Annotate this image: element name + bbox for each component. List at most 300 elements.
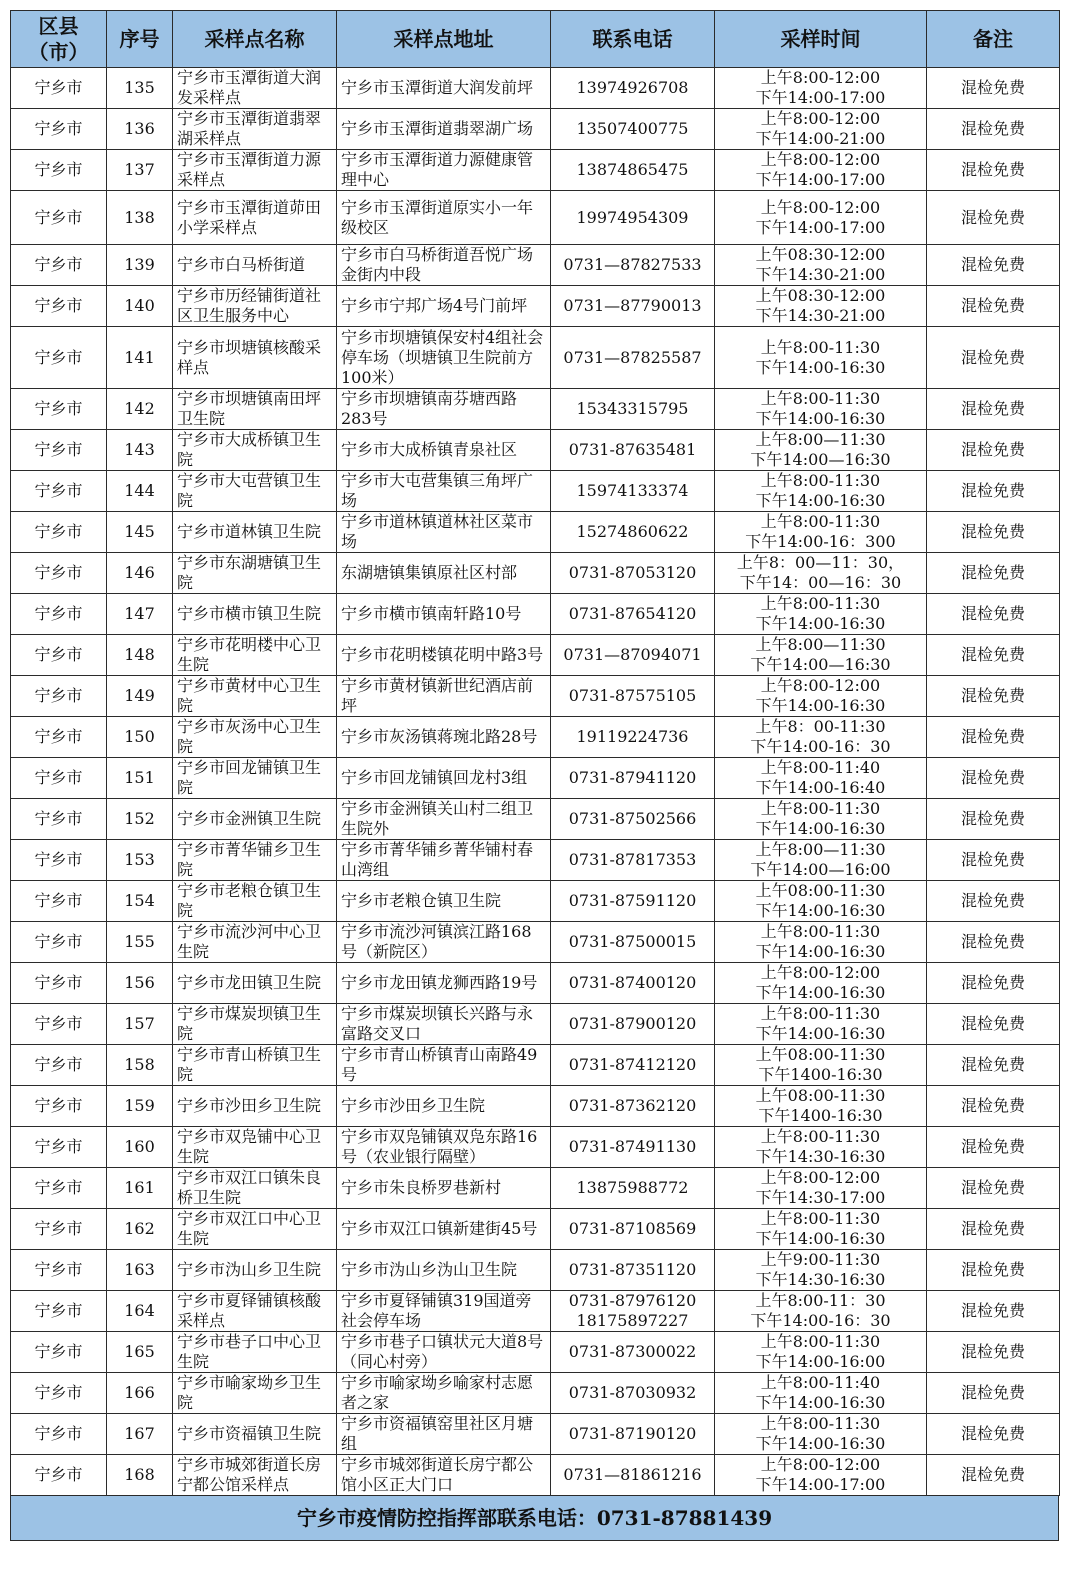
district-cell: 宁乡市 xyxy=(11,191,107,245)
time-pm: 下午14:00-16:30 xyxy=(755,491,886,510)
phone-cell: 0731-87817353 xyxy=(551,840,715,881)
district-cell: 宁乡市 xyxy=(11,840,107,881)
district-cell: 宁乡市 xyxy=(11,1086,107,1127)
site-name-cell: 宁乡市白马桥街道 xyxy=(173,245,337,286)
seq-cell: 143 xyxy=(107,430,173,471)
time-am: 上午8:00-12:00 xyxy=(760,676,881,695)
seq-cell: 149 xyxy=(107,676,173,717)
seq-cell: 156 xyxy=(107,963,173,1004)
seq-cell: 140 xyxy=(107,286,173,327)
seq-cell: 152 xyxy=(107,799,173,840)
time-am: 上午8:00-11:30 xyxy=(760,1209,881,1228)
table-row xyxy=(11,799,1060,840)
table-row xyxy=(11,1168,1060,1209)
site-address-cell: 宁乡市玉潭街道力源健康管理中心 xyxy=(337,150,551,191)
note-cell: 混检免费 xyxy=(927,553,1060,594)
table-row xyxy=(11,1250,1060,1291)
site-address-cell: 宁乡市朱良桥罗巷新村 xyxy=(337,1168,551,1209)
time-pm: 下午14:00-16:30 xyxy=(755,942,886,961)
note-cell: 混检免费 xyxy=(927,150,1060,191)
time-cell xyxy=(715,191,927,245)
district-cell: 宁乡市 xyxy=(11,1168,107,1209)
time-am: 上午8:00-11:30 xyxy=(760,337,881,357)
note-cell: 混检免费 xyxy=(927,1045,1060,1086)
time-am: 上午8：00-11:30 xyxy=(755,717,886,736)
phone-cell: 0731-87900120 xyxy=(551,1004,715,1045)
site-name-cell: 宁乡市坝塘镇南田坪卫生院 xyxy=(173,389,337,430)
time-am: 上午08:00-11:30 xyxy=(755,881,886,900)
site-name-cell: 宁乡市煤炭坝镇卫生院 xyxy=(173,1004,337,1045)
table-row xyxy=(11,389,1060,430)
time-cell xyxy=(715,799,927,840)
time-pm: 下午14:00-16:30 xyxy=(755,696,886,715)
district-cell: 宁乡市 xyxy=(11,245,107,286)
phone-cell: 0731-87591120 xyxy=(551,881,715,922)
seq-cell: 139 xyxy=(107,245,173,286)
time-pm: 下午14:00-16:30 xyxy=(755,614,886,633)
seq-cell: 158 xyxy=(107,1045,173,1086)
seq-cell: 148 xyxy=(107,635,173,676)
time-am: 上午08:30-12:00 xyxy=(755,245,886,264)
time-cell xyxy=(715,1209,927,1250)
time-cell xyxy=(715,1250,927,1291)
table-row xyxy=(11,717,1060,758)
phone-cell: 13874865475 xyxy=(551,150,715,191)
time-cell xyxy=(715,594,927,635)
time-cell xyxy=(715,1414,927,1455)
site-address-cell: 宁乡市菁华铺乡菁华铺村春山湾组 xyxy=(337,840,551,881)
district-cell: 宁乡市 xyxy=(11,881,107,922)
table-header-row xyxy=(11,11,1060,68)
time-cell xyxy=(715,327,927,389)
phone-cell: 13507400775 xyxy=(551,109,715,150)
site-address-cell: 宁乡市花明楼镇花明中路3号 xyxy=(337,635,551,676)
table-row xyxy=(11,286,1060,327)
note-cell: 混检免费 xyxy=(927,1168,1060,1209)
phone-cell: 0731-87654120 xyxy=(551,594,715,635)
time-pm: 下午14:00-16:30 xyxy=(755,1229,886,1248)
time-cell xyxy=(715,1455,927,1496)
time-cell xyxy=(715,922,927,963)
table-row xyxy=(11,471,1060,512)
note-cell: 混检免费 xyxy=(927,594,1060,635)
site-name-cell: 宁乡市回龙铺镇卫生院 xyxy=(173,758,337,799)
seq-cell: 138 xyxy=(107,191,173,245)
note-cell: 混检免费 xyxy=(927,1455,1060,1496)
site-address-cell: 宁乡市沙田乡卫生院 xyxy=(337,1086,551,1127)
table-row xyxy=(11,594,1060,635)
seq-cell: 136 xyxy=(107,109,173,150)
site-address-cell: 宁乡市回龙铺镇回龙村3组 xyxy=(337,758,551,799)
time-pm: 下午14:30-17:00 xyxy=(755,1188,886,1207)
phone-cell: 0731—87094071 xyxy=(551,635,715,676)
site-name-cell: 宁乡市坝塘镇核酸采样点 xyxy=(173,327,337,389)
header-time: 采样时间 xyxy=(715,11,927,68)
seq-cell: 146 xyxy=(107,553,173,594)
table-row xyxy=(11,553,1060,594)
phone-cell: 0731-87412120 xyxy=(551,1045,715,1086)
time-am: 上午8:00-11:30 xyxy=(760,389,881,408)
phone-cell: 0731-87491130 xyxy=(551,1127,715,1168)
seq-cell: 164 xyxy=(107,1291,173,1332)
phone-cell: 15274860622 xyxy=(551,512,715,553)
district-cell: 宁乡市 xyxy=(11,286,107,327)
phone-cell: 0731—87827533 xyxy=(551,245,715,286)
note-cell: 混检免费 xyxy=(927,1004,1060,1045)
district-cell: 宁乡市 xyxy=(11,635,107,676)
phone-cell: 15974133374 xyxy=(551,471,715,512)
site-name-cell: 宁乡市花明楼中心卫生院 xyxy=(173,635,337,676)
time-am: 上午8:00-11:30 xyxy=(760,1332,881,1351)
table-row xyxy=(11,1332,1060,1373)
district-cell: 宁乡市 xyxy=(11,1291,107,1332)
table-row xyxy=(11,1086,1060,1127)
site-name-cell: 宁乡市喻家坳乡卫生院 xyxy=(173,1373,337,1414)
district-cell: 宁乡市 xyxy=(11,109,107,150)
table-row xyxy=(11,430,1060,471)
site-name-cell: 宁乡市大屯营镇卫生院 xyxy=(173,471,337,512)
district-cell: 宁乡市 xyxy=(11,1004,107,1045)
site-address-cell: 宁乡市大成桥镇青泉社区 xyxy=(337,430,551,471)
site-address-cell: 宁乡市白马桥街道吾悦广场金街内中段 xyxy=(337,245,551,286)
seq-cell: 155 xyxy=(107,922,173,963)
time-cell xyxy=(715,1332,927,1373)
site-address-cell: 宁乡市沩山乡沩山卫生院 xyxy=(337,1250,551,1291)
district-cell: 宁乡市 xyxy=(11,963,107,1004)
header-district: 区县 （市） xyxy=(11,11,107,68)
time-pm: 下午14:00-16:30 xyxy=(755,901,886,920)
time-cell xyxy=(715,717,927,758)
time-pm: 下午1400-16:30 xyxy=(758,1065,883,1084)
seq-cell: 141 xyxy=(107,327,173,389)
time-cell xyxy=(715,758,927,799)
phone-cell: 15343315795 xyxy=(551,389,715,430)
time-am: 上午8:00-12:00 xyxy=(760,963,881,982)
site-address-cell: 宁乡市青山桥镇青山南路49号 xyxy=(337,1045,551,1086)
district-cell: 宁乡市 xyxy=(11,758,107,799)
seq-cell: 150 xyxy=(107,717,173,758)
time-am: 上午9:00-11:30 xyxy=(760,1250,881,1269)
table-body xyxy=(11,68,1060,1496)
time-am: 上午8:00-12:00 xyxy=(760,1168,881,1187)
seq-cell: 142 xyxy=(107,389,173,430)
site-address-cell: 宁乡市巷子口镇状元大道8号（同心村旁） xyxy=(337,1332,551,1373)
phone-cell: 19119224736 xyxy=(551,717,715,758)
district-cell: 宁乡市 xyxy=(11,1209,107,1250)
time-cell xyxy=(715,245,927,286)
site-name-cell: 宁乡市巷子口中心卫生院 xyxy=(173,1332,337,1373)
note-cell: 混检免费 xyxy=(927,840,1060,881)
site-address-cell: 宁乡市煤炭坝镇长兴路与永富路交叉口 xyxy=(337,1004,551,1045)
phone-cell: 0731-87941120 xyxy=(551,758,715,799)
note-cell: 混检免费 xyxy=(927,676,1060,717)
note-cell: 混检免费 xyxy=(927,758,1060,799)
sampling-sites-table xyxy=(10,10,1060,1496)
site-name-cell: 宁乡市历经铺街道社区卫生服务中心 xyxy=(173,286,337,327)
district-cell: 宁乡市 xyxy=(11,594,107,635)
note-cell: 混检免费 xyxy=(927,512,1060,553)
time-cell xyxy=(715,676,927,717)
time-cell xyxy=(715,512,927,553)
site-address-cell: 宁乡市龙田镇龙狮西路19号 xyxy=(337,963,551,1004)
table-row xyxy=(11,1209,1060,1250)
seq-cell: 161 xyxy=(107,1168,173,1209)
table-row xyxy=(11,1414,1060,1455)
time-pm: 下午14:00-21:00 xyxy=(755,129,886,148)
site-address-cell: 宁乡市宁邦广场4号门前坪 xyxy=(337,286,551,327)
time-am: 上午8:00—11:30 xyxy=(755,430,886,449)
time-cell xyxy=(715,286,927,327)
footer-hotline: 宁乡市疫情防控指挥部联系电话：0731-87881439 xyxy=(10,1496,1059,1541)
time-cell xyxy=(715,150,927,191)
time-am: 上午8:00—11:30 xyxy=(755,840,886,859)
time-am: 上午8:00-12:00 xyxy=(760,197,881,217)
note-cell: 混检免费 xyxy=(927,881,1060,922)
district-cell: 宁乡市 xyxy=(11,553,107,594)
seq-cell: 157 xyxy=(107,1004,173,1045)
note-cell: 混检免费 xyxy=(927,430,1060,471)
note-cell: 混检免费 xyxy=(927,286,1060,327)
note-cell: 混检免费 xyxy=(927,389,1060,430)
table-row xyxy=(11,758,1060,799)
site-name-cell: 宁乡市流沙河中心卫生院 xyxy=(173,922,337,963)
time-am: 上午8:00-11:30 xyxy=(760,471,881,490)
time-am: 上午08:30-12:00 xyxy=(755,286,886,305)
phone-cell: 0731—81861216 xyxy=(551,1455,715,1496)
note-cell: 混检免费 xyxy=(927,1127,1060,1168)
site-name-cell: 宁乡市沩山乡卫生院 xyxy=(173,1250,337,1291)
time-pm: 下午14:00—16:00 xyxy=(750,860,891,879)
time-cell xyxy=(715,1168,927,1209)
seq-cell: 159 xyxy=(107,1086,173,1127)
note-cell: 混检免费 xyxy=(927,1250,1060,1291)
time-cell xyxy=(715,553,927,594)
site-name-cell: 宁乡市大成桥镇卫生院 xyxy=(173,430,337,471)
site-name-cell: 宁乡市青山桥镇卫生院 xyxy=(173,1045,337,1086)
table-row xyxy=(11,1045,1060,1086)
table-row xyxy=(11,68,1060,109)
seq-cell: 168 xyxy=(107,1455,173,1496)
seq-cell: 153 xyxy=(107,840,173,881)
site-address-cell: 宁乡市双江口镇新建街45号 xyxy=(337,1209,551,1250)
phone-cell: 0731-87635481 xyxy=(551,430,715,471)
note-cell: 混检免费 xyxy=(927,1086,1060,1127)
site-address-cell: 宁乡市双凫铺镇双凫东路16号（农业银行隔壁） xyxy=(337,1127,551,1168)
time-cell xyxy=(715,881,927,922)
time-am: 上午8:00-12:00 xyxy=(760,68,881,87)
site-address-cell: 宁乡市坝塘镇南芬塘西路283号 xyxy=(337,389,551,430)
phone-cell: 0731-87502566 xyxy=(551,799,715,840)
note-cell: 混检免费 xyxy=(927,327,1060,389)
table-row xyxy=(11,1455,1060,1496)
table-row xyxy=(11,150,1060,191)
district-cell: 宁乡市 xyxy=(11,1127,107,1168)
district-cell: 宁乡市 xyxy=(11,676,107,717)
site-address-cell: 宁乡市玉潭街道大润发前坪 xyxy=(337,68,551,109)
note-cell: 混检免费 xyxy=(927,245,1060,286)
time-cell xyxy=(715,1045,927,1086)
time-am: 上午8:00-11:30 xyxy=(760,512,881,531)
site-name-cell: 宁乡市玉潭街道力源采样点 xyxy=(173,150,337,191)
time-cell xyxy=(715,635,927,676)
site-name-cell: 宁乡市双凫铺中心卫生院 xyxy=(173,1127,337,1168)
time-cell xyxy=(715,963,927,1004)
site-name-cell: 宁乡市东湖塘镇卫生院 xyxy=(173,553,337,594)
seq-cell: 162 xyxy=(107,1209,173,1250)
phone-cell: 0731-87362120 xyxy=(551,1086,715,1127)
site-name-cell: 宁乡市城郊街道长房宁都公馆采样点 xyxy=(173,1455,337,1496)
site-address-cell: 宁乡市玉潭街道翡翠湖广场 xyxy=(337,109,551,150)
site-address-cell: 宁乡市资福镇窑里社区月塘组 xyxy=(337,1414,551,1455)
time-pm: 下午14:00-16:30 xyxy=(755,819,886,838)
site-name-cell: 宁乡市双江口镇朱良桥卫生院 xyxy=(173,1168,337,1209)
site-name-cell: 宁乡市老粮仓镇卫生院 xyxy=(173,881,337,922)
table-row xyxy=(11,245,1060,286)
phone-cell: 0731-87053120 xyxy=(551,553,715,594)
time-am: 上午8：00—11：30， xyxy=(736,553,905,572)
site-name-cell: 宁乡市龙田镇卫生院 xyxy=(173,963,337,1004)
time-am: 上午8:00-11：30 xyxy=(755,1291,886,1310)
time-am: 上午8:00-12:00 xyxy=(760,109,881,128)
time-pm: 下午14:00-16：300 xyxy=(745,532,896,551)
header-site-address: 采样点地址 xyxy=(337,11,551,68)
time-cell xyxy=(715,389,927,430)
time-pm: 下午14:00-17:00 xyxy=(755,170,886,189)
seq-cell: 160 xyxy=(107,1127,173,1168)
time-am: 上午8:00-12:00 xyxy=(760,1455,881,1474)
table-row xyxy=(11,1004,1060,1045)
time-cell xyxy=(715,109,927,150)
phone-cell: 0731—87790013 xyxy=(551,286,715,327)
time-am: 上午08:00-11:30 xyxy=(755,1086,886,1105)
header-site-name: 采样点名称 xyxy=(173,11,337,68)
time-pm: 下午14:00—16:30 xyxy=(750,450,891,469)
time-pm: 下午14:00-16：30 xyxy=(750,737,891,756)
time-pm: 下午14:00-16:40 xyxy=(755,778,886,797)
site-address-cell: 宁乡市横市镇南轩路10号 xyxy=(337,594,551,635)
time-pm: 下午14:00-17:00 xyxy=(755,217,886,237)
table-row xyxy=(11,676,1060,717)
time-cell xyxy=(715,430,927,471)
time-pm: 下午1400-16:30 xyxy=(758,1106,883,1125)
seq-cell: 154 xyxy=(107,881,173,922)
table-row xyxy=(11,191,1060,245)
time-cell xyxy=(715,471,927,512)
district-cell: 宁乡市 xyxy=(11,1373,107,1414)
time-pm: 下午14：00—16：30 xyxy=(739,573,902,592)
site-address-cell: 宁乡市灰汤镇蒋琬北路28号 xyxy=(337,717,551,758)
phone-cell: 0731-87030932 xyxy=(551,1373,715,1414)
district-cell: 宁乡市 xyxy=(11,1332,107,1373)
site-name-cell: 宁乡市玉潭街道大润发采样点 xyxy=(173,68,337,109)
seq-cell: 166 xyxy=(107,1373,173,1414)
time-pm: 下午14:00-16:00 xyxy=(755,1352,886,1371)
district-cell: 宁乡市 xyxy=(11,471,107,512)
time-pm: 下午14:00-16:30 xyxy=(755,1434,886,1453)
time-pm: 下午14:00-16:30 xyxy=(755,983,886,1002)
seq-cell: 147 xyxy=(107,594,173,635)
seq-cell: 144 xyxy=(107,471,173,512)
site-address-cell: 宁乡市流沙河镇滨江路168号（新院区） xyxy=(337,922,551,963)
time-pm: 下午14:30-21:00 xyxy=(755,265,886,284)
site-name-cell: 宁乡市道林镇卫生院 xyxy=(173,512,337,553)
table-row xyxy=(11,881,1060,922)
time-pm: 下午14:30-16:30 xyxy=(755,1270,886,1289)
site-address-cell: 宁乡市黄材镇新世纪酒店前坪 xyxy=(337,676,551,717)
note-cell: 混检免费 xyxy=(927,191,1060,245)
site-name-cell: 宁乡市双江口中心卫生院 xyxy=(173,1209,337,1250)
table-row xyxy=(11,840,1060,881)
district-cell: 宁乡市 xyxy=(11,922,107,963)
table-row xyxy=(11,1127,1060,1168)
district-cell: 宁乡市 xyxy=(11,68,107,109)
phone-cell: 13974926708 xyxy=(551,68,715,109)
time-am: 上午8:00-11:30 xyxy=(760,1127,881,1146)
district-cell: 宁乡市 xyxy=(11,430,107,471)
site-address-cell: 宁乡市夏铎铺镇319国道旁社会停车场 xyxy=(337,1291,551,1332)
seq-cell: 145 xyxy=(107,512,173,553)
time-pm: 下午14:00-17:00 xyxy=(755,88,886,107)
time-pm: 下午14:00-16:30 xyxy=(755,1024,886,1043)
time-am: 上午8:00-11:30 xyxy=(760,922,881,941)
time-am: 上午8:00-11:30 xyxy=(760,594,881,613)
time-pm: 下午14:00-16:30 xyxy=(755,409,886,428)
seq-cell: 135 xyxy=(107,68,173,109)
time-cell xyxy=(715,1004,927,1045)
phone-cell: 0731-87108569 xyxy=(551,1209,715,1250)
site-name-cell: 宁乡市沙田乡卫生院 xyxy=(173,1086,337,1127)
phone-cell: 0731—87825587 xyxy=(551,327,715,389)
phone-cell: 0731-87300022 xyxy=(551,1332,715,1373)
district-cell: 宁乡市 xyxy=(11,717,107,758)
table-row xyxy=(11,109,1060,150)
table-row xyxy=(11,512,1060,553)
seq-cell: 163 xyxy=(107,1250,173,1291)
site-address-cell: 宁乡市老粮仓镇卫生院 xyxy=(337,881,551,922)
district-cell: 宁乡市 xyxy=(11,1455,107,1496)
table-row xyxy=(11,327,1060,389)
site-name-cell: 宁乡市菁华铺乡卫生院 xyxy=(173,840,337,881)
district-cell: 宁乡市 xyxy=(11,389,107,430)
note-cell: 混检免费 xyxy=(927,1373,1060,1414)
site-address-cell: 宁乡市金洲镇关山村二组卫生院外 xyxy=(337,799,551,840)
time-am: 上午8:00-11:40 xyxy=(760,1373,881,1392)
time-am: 上午8:00—11:30 xyxy=(755,635,886,654)
note-cell: 混检免费 xyxy=(927,68,1060,109)
time-cell xyxy=(715,68,927,109)
header-seq: 序号 xyxy=(107,11,173,68)
header-note: 备注 xyxy=(927,11,1060,68)
note-cell: 混检免费 xyxy=(927,109,1060,150)
phone-cell: 0731-87976120 18175897227 xyxy=(551,1291,715,1332)
site-address-cell: 东湖塘镇集镇原社区村部 xyxy=(337,553,551,594)
seq-cell: 165 xyxy=(107,1332,173,1373)
site-name-cell: 宁乡市金洲镇卫生院 xyxy=(173,799,337,840)
time-pm: 下午14:00-16:30 xyxy=(755,1393,886,1412)
site-address-cell: 宁乡市喻家坳乡喻家村志愿者之家 xyxy=(337,1373,551,1414)
site-address-cell: 宁乡市大屯营集镇三角坪广场 xyxy=(337,471,551,512)
table-row xyxy=(11,1373,1060,1414)
site-name-cell: 宁乡市横市镇卫生院 xyxy=(173,594,337,635)
site-name-cell: 宁乡市资福镇卫生院 xyxy=(173,1414,337,1455)
time-pm: 下午14:30-21:00 xyxy=(755,306,886,325)
district-cell: 宁乡市 xyxy=(11,799,107,840)
phone-cell: 0731-87190120 xyxy=(551,1414,715,1455)
site-address-cell: 宁乡市道林镇道林社区菜市场 xyxy=(337,512,551,553)
district-cell: 宁乡市 xyxy=(11,150,107,191)
note-cell: 混检免费 xyxy=(927,471,1060,512)
note-cell: 混检免费 xyxy=(927,963,1060,1004)
